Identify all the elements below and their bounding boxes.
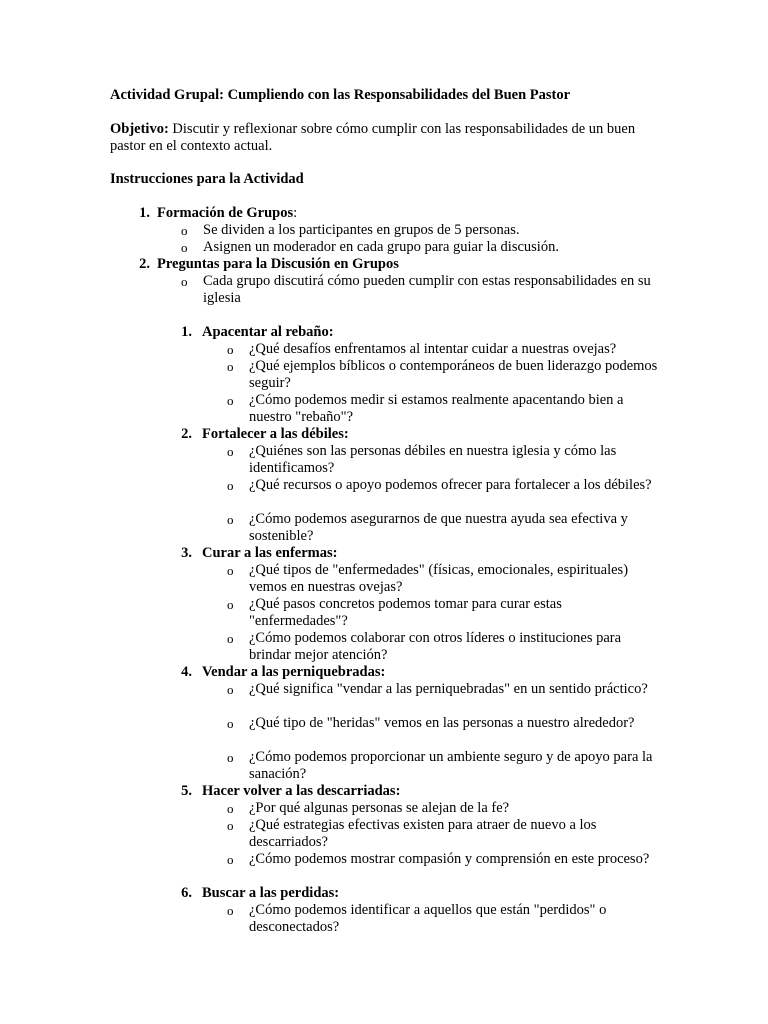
objective-paragraph — [110, 121, 650, 155]
section-number: 1. — [139, 205, 150, 221]
topic-number: 1. — [181, 324, 192, 340]
topic-number: 3. — [181, 545, 192, 561]
section-heading-text: Formación de Grupos — [157, 205, 294, 221]
topic-heading: Hacer volver a las descarriadas: — [202, 783, 401, 799]
discussion-question: ¿Qué ejemplos bíblicos o contemporáneos de buen liderazgo podemos seguir? — [249, 358, 658, 391]
topic-heading: Curar a las enfermas: — [202, 545, 338, 561]
discussion-question: ¿Cómo podemos mostrar compasión y comprensión en este proceso? — [249, 851, 650, 867]
topic-heading: Vendar a las perniquebradas: — [202, 664, 386, 680]
bullet-icon: o — [227, 716, 234, 731]
discussion-question: ¿Cómo podemos identificar a aquellos que están "perdidos" o desconectados? — [249, 902, 607, 935]
section-item: Asignen un moderador en cada grupo para guiar la discusión. — [203, 239, 559, 255]
bullet-icon: o — [181, 223, 188, 238]
bullet-icon: o — [227, 852, 234, 867]
discussion-question: ¿Qué pasos concretos podemos tomar para curar estas "enfermedades"? — [249, 596, 562, 629]
bullet-icon: o — [227, 801, 234, 816]
section-item: Cada grupo discutirá cómo pueden cumplir con estas responsabilidades en su iglesia — [203, 273, 651, 306]
discussion-question: ¿Qué recursos o apoyo podemos ofrecer para fortalecer a los débiles? — [249, 477, 652, 493]
discussion-question: ¿Qué estrategias efectivas existen para atraer de nuevo a los descarriados? — [249, 817, 597, 850]
section-heading — [157, 256, 399, 273]
discussion-question: ¿Qué tipo de "heridas" vemos en las personas a nuestro alrededor? — [249, 715, 635, 731]
topic-number: 4. — [181, 664, 192, 680]
topic-number: 2. — [181, 426, 192, 442]
topic-heading: Apacentar al rebaño: — [202, 324, 334, 340]
discussion-question: ¿Cómo podemos asegurarnos de que nuestra ayuda sea efectiva y sostenible? — [249, 511, 628, 544]
topic-heading: Buscar a las perdidas: — [202, 885, 340, 901]
bullet-icon: o — [181, 274, 188, 289]
bullet-icon: o — [227, 631, 234, 646]
discussion-question: ¿Cómo podemos medir si estamos realmente apacentando bien a nuestro "rebaño"? — [249, 392, 624, 425]
topic-number: 5. — [181, 783, 192, 799]
bullet-icon: o — [227, 478, 234, 493]
discussion-question: ¿Cómo podemos colaborar con otros líderes o instituciones para brindar mejor atención? — [249, 630, 622, 663]
bullet-icon: o — [227, 597, 234, 612]
bullet-icon: o — [227, 903, 234, 918]
document-title: Actividad Grupal: Cumpliendo con las Responsabilidades del Buen Pastor — [110, 87, 571, 103]
discussion-question: ¿Qué tipos de "enfermedades" (físicas, emocionales, espirituales) vemos en nuestras ovejas? — [249, 562, 629, 595]
section-heading-text: Preguntas para la Discusión en Grupos — [157, 256, 399, 272]
bullet-icon: o — [227, 359, 234, 374]
bullet-icon: o — [227, 393, 234, 408]
bullet-icon: o — [227, 750, 234, 765]
bullet-icon: o — [227, 342, 234, 357]
bullet-icon: o — [227, 512, 234, 527]
section-heading-suffix: : — [293, 205, 298, 221]
bullet-icon: o — [181, 240, 188, 255]
discussion-question: ¿Qué desafíos enfrentamos al intentar cuidar a nuestras ovejas? — [249, 341, 617, 357]
objective-label: Objetivo: — [110, 121, 169, 137]
section-heading — [157, 205, 297, 222]
topic-heading: Fortalecer a las débiles: — [202, 426, 349, 442]
bullet-icon: o — [227, 563, 234, 578]
section-number: 2. — [139, 256, 150, 272]
instructions-title: Instrucciones para la Actividad — [110, 171, 304, 187]
bullet-icon: o — [227, 444, 234, 459]
bullet-icon: o — [227, 818, 234, 833]
section-item: Se dividen a los participantes en grupos de 5 personas. — [203, 222, 520, 238]
discussion-question: ¿Cómo podemos proporcionar un ambiente seguro y de apoyo para la sanación? — [249, 749, 653, 782]
discussion-question: ¿Quiénes son las personas débiles en nuestra iglesia y cómo las identificamos? — [249, 443, 617, 476]
discussion-question: ¿Por qué algunas personas se alejan de la fe? — [249, 800, 510, 816]
topic-number: 6. — [181, 885, 192, 901]
objective-text: Discutir y reflexionar sobre cómo cumplir con las responsabilidades de un buen pastor en el contexto actual. — [110, 121, 636, 154]
discussion-question: ¿Qué significa "vendar a las perniquebradas" en un sentido práctico? — [249, 681, 648, 697]
bullet-icon: o — [227, 682, 234, 697]
